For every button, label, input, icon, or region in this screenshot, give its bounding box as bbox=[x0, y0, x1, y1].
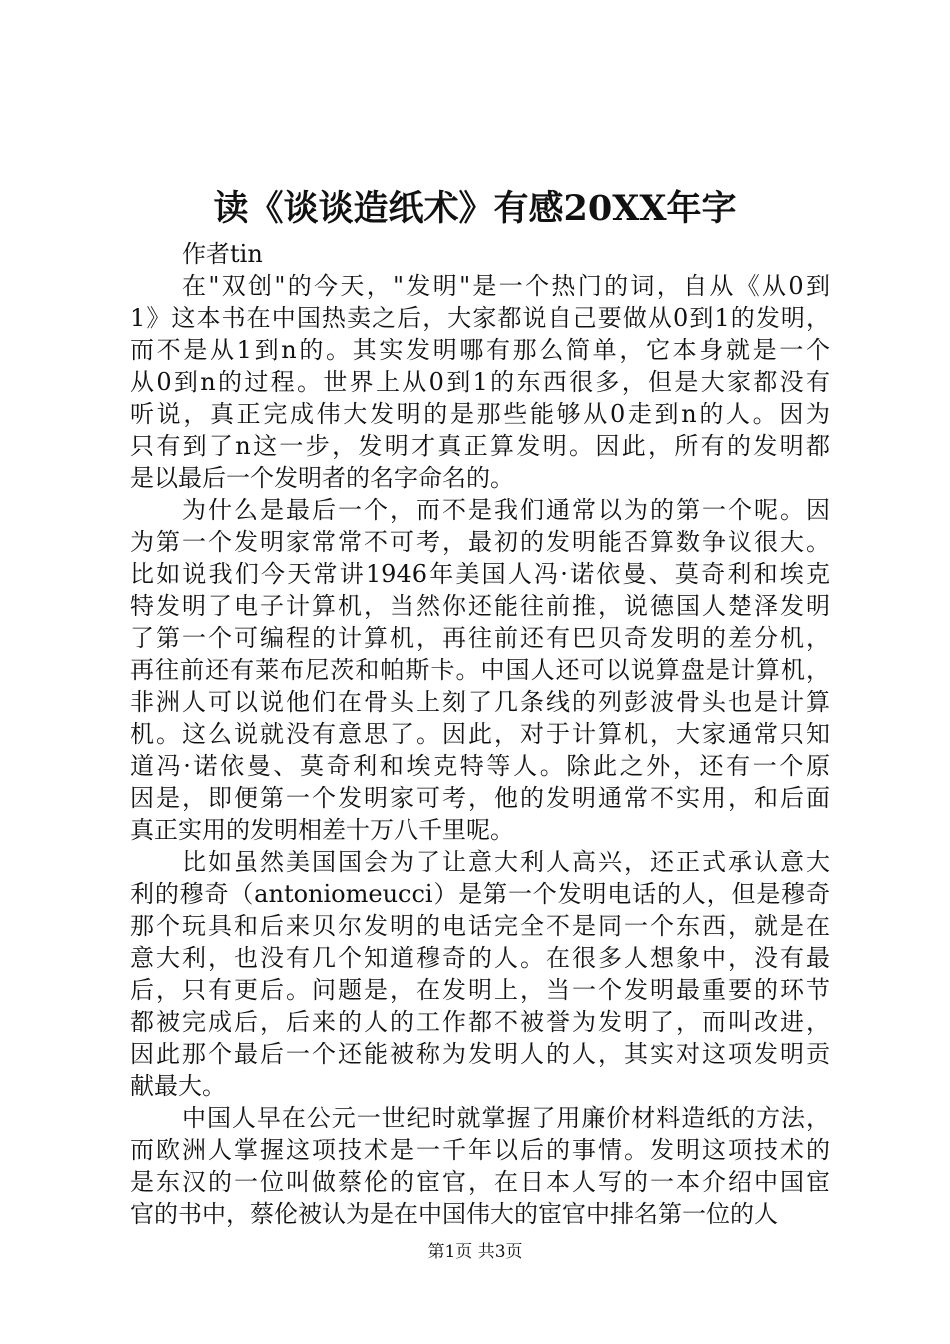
text-line: 机。这么说就没有意思了。因此，对于计算机，大家通常只知 bbox=[130, 720, 830, 748]
text-line: 比如虽然美国国会为了让意大利人高兴，还正式承认意大 bbox=[182, 848, 830, 876]
paragraph-1 bbox=[130, 270, 830, 494]
text-line: 都被完成后，后来的人的工作都不被誉为发明了，而叫改进， bbox=[130, 1008, 830, 1036]
text-line: 是以最后一个发明者的名字命名的。 bbox=[130, 464, 514, 492]
text-line: 利的穆奇（antoniomeucci）是第一个发明电话的人，但是穆奇 bbox=[130, 880, 830, 908]
text-line: 中国人早在公元一世纪时就掌握了用廉价材料造纸的方法， bbox=[182, 1104, 830, 1132]
text-line: 后，只有更后。问题是，在发明上，当一个发明最重要的环节 bbox=[130, 976, 830, 1004]
text-line: 为什么是最后一个，而不是我们通常以为的第一个呢。因 bbox=[182, 496, 830, 524]
page-indicator: 第1页 共3页 bbox=[427, 1242, 523, 1262]
text-line: 为第一个发明家常常不可考，最初的发明能否算数争议很大。 bbox=[130, 528, 830, 556]
text-line: 非洲人可以说他们在骨头上刻了几条线的列彭波骨头也是计算 bbox=[130, 688, 830, 716]
text-line: 特发明了电子计算机，当然你还能往前推，说德国人楚泽发明 bbox=[130, 592, 830, 620]
text-line: 而欧洲人掌握这项技术是一千年以后的事情。发明这项技术的 bbox=[130, 1136, 830, 1164]
text-line: 而不是从1到n的。其实发明哪有那么简单，它本身就是一个 bbox=[130, 336, 830, 364]
text-line: 只有到了n这一步，发明才真正算发明。因此，所有的发明都 bbox=[130, 432, 830, 460]
author-line: 作者tin bbox=[182, 240, 263, 268]
paragraph-3 bbox=[130, 846, 830, 1102]
text-line: 再往前还有莱布尼茨和帕斯卡。中国人还可以说算盘是计算机， bbox=[130, 656, 830, 684]
text-line: 道冯·诺依曼、莫奇利和埃克特等人。除此之外，还有一个原 bbox=[130, 752, 830, 780]
text-line: 1》这本书在中国热卖之后，大家都说自己要做从0到1的发明， bbox=[130, 304, 830, 332]
paragraph-2 bbox=[130, 494, 830, 846]
text-line: 在"双创"的今天，"发明"是一个热门的词，自从《从0到 bbox=[182, 272, 830, 300]
text-line: 比如说我们今天常讲1946年美国人冯·诺依曼、莫奇利和埃克 bbox=[130, 560, 830, 588]
text-line: 因此那个最后一个还能被称为发明人的人，其实对这项发明贡 bbox=[130, 1040, 830, 1068]
text-line: 是东汉的一位叫做蔡伦的宦官，在日本人写的一本介绍中国宦 bbox=[130, 1168, 830, 1196]
text-line: 从0到n的过程。世界上从0到1的东西很多，但是大家都没有 bbox=[130, 368, 830, 396]
paragraph-4 bbox=[130, 1102, 830, 1230]
text-line: 意大利，也没有几个知道穆奇的人。在很多人想象中，没有最 bbox=[130, 944, 830, 972]
text-line: 听说，真正完成伟大发明的是那些能够从0走到n的人。因为 bbox=[130, 400, 830, 428]
document-title: 读《谈谈造纸术》有感20XX年字 bbox=[213, 188, 737, 229]
text-line: 献最大。 bbox=[130, 1072, 226, 1100]
document-body bbox=[130, 238, 830, 1230]
text-line: 因是，即便第一个发明家可考，他的发明通常不实用，和后面 bbox=[130, 784, 830, 812]
text-line: 官的书中，蔡伦被认为是在中国伟大的宦官中排名第一位的人 bbox=[130, 1200, 778, 1228]
text-line: 了第一个可编程的计算机，再往前还有巴贝奇发明的差分机， bbox=[130, 624, 830, 652]
text-line: 真正实用的发明相差十万八千里呢。 bbox=[130, 816, 514, 844]
text-line: 那个玩具和后来贝尔发明的电话完全不是同一个东西，就是在 bbox=[130, 912, 830, 940]
